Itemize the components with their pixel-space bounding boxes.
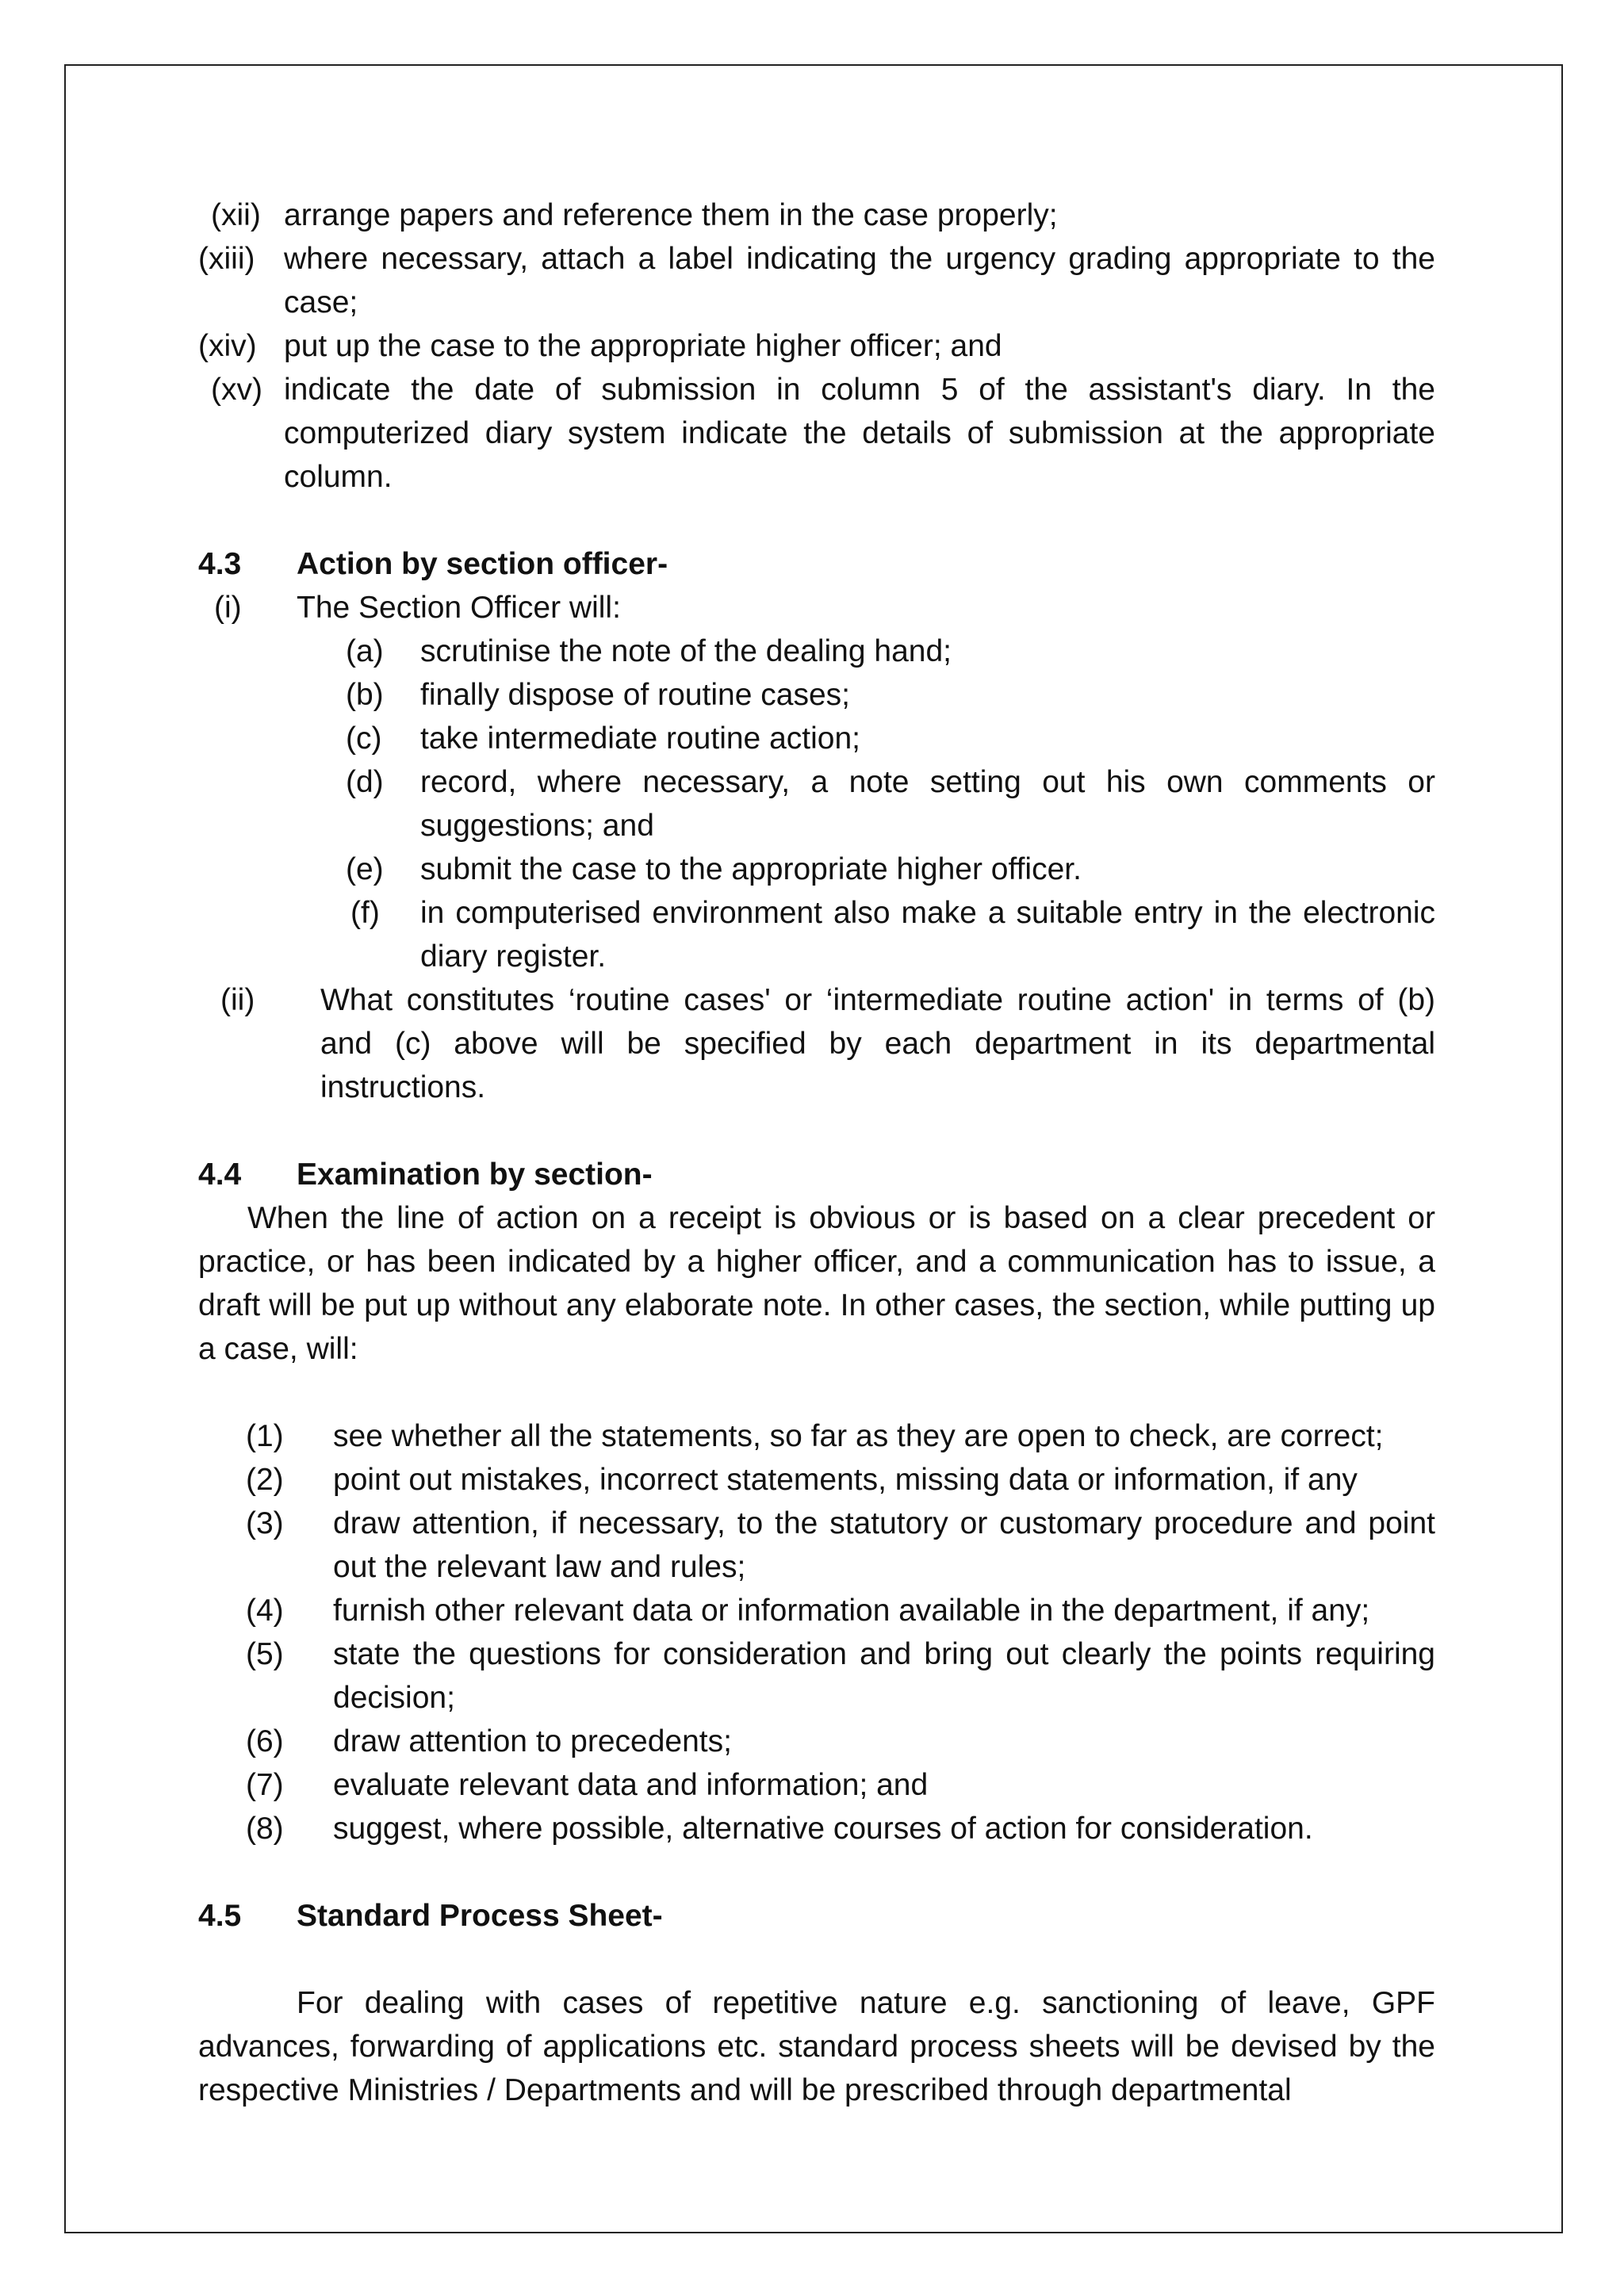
list-item-text: draw attention, if necessary, to the statutory or customary procedure and point out the relevant law and rules; [333, 1506, 1435, 1584]
list-item-label: (8) [246, 1812, 284, 1846]
list-item-text: state the questions for consideration and bring out clearly the points requiring decision; [333, 1637, 1435, 1715]
clause-ii [198, 978, 1435, 1109]
list-item-label: (b) [346, 678, 384, 712]
list-item-label: (2) [246, 1463, 284, 1497]
list-item [246, 1632, 1435, 1720]
list-item-text: furnish other relevant data or information available in the department, if any; [333, 1594, 1370, 1628]
section-title: Standard Process Sheet- [297, 1899, 663, 1933]
section-heading-4-4 [198, 1153, 1435, 1196]
list-item-label: (7) [246, 1768, 284, 1802]
numbered-list [198, 1414, 1435, 1850]
list-item [198, 193, 1435, 237]
list-item [246, 1414, 1435, 1458]
section-heading-4-5 [198, 1894, 1435, 1938]
section-heading-4-3 [198, 542, 1435, 586]
list-item-label: (xiii) [198, 242, 255, 276]
clause-label: (ii) [220, 983, 255, 1017]
list-item-label: (6) [246, 1724, 284, 1758]
list-item [246, 1458, 1435, 1502]
clause-text: What constitutes ‘routine cases' or ‘intermediate routine action' in terms of (b) and (c) above will be specified by each department in its departmental instructions. [320, 983, 1435, 1104]
list-item [198, 237, 1435, 324]
list-item [346, 717, 1435, 760]
list-item-label: (xv) [211, 373, 262, 407]
list-item [246, 1720, 1435, 1763]
list-item [346, 848, 1435, 891]
list-item-text: indicate the date of submission in column 5 of the assistant's diary. In the computerized diary system indicate the details of submission at the appropriate column. [284, 373, 1435, 494]
section-title: Examination by section- [297, 1158, 653, 1192]
list-section-4-2 [198, 193, 1435, 499]
list-item [198, 324, 1435, 368]
list-item-text: in computerised environment also make a suitable entry in the electronic diary register. [420, 896, 1435, 974]
list-item-label: (c) [346, 721, 382, 756]
list-item-text: record, where necessary, a note setting out his own comments or suggestions; and [420, 765, 1435, 843]
section-body: For dealing with cases of repetitive nature e.g. sanctioning of leave, GPF advances, forwarding of applications etc. standard process sheets will be devised by the respective Ministries / Departments and will be prescribed through departmental [198, 1986, 1435, 2107]
section-number: 4.3 [198, 547, 242, 581]
list-item-text: where necessary, attach a label indicating the urgency grading appropriate to the case; [284, 242, 1435, 320]
document-body [198, 193, 1435, 2112]
list-item-label: (4) [246, 1594, 284, 1628]
sub-list-a-f [198, 629, 1435, 978]
section-number: 4.5 [198, 1899, 242, 1933]
clause-i [198, 586, 1435, 629]
list-item-label: (5) [246, 1637, 284, 1671]
list-item-text: suggest, where possible, alternative courses of action for consideration. [333, 1812, 1313, 1846]
list-item-text: scrutinise the note of the dealing hand; [420, 634, 952, 668]
list-item-label: (1) [246, 1419, 284, 1453]
section-title: Action by section officer- [297, 547, 668, 581]
list-item-label: (d) [346, 765, 384, 799]
list-item [246, 1589, 1435, 1632]
list-item [346, 891, 1435, 978]
list-item [346, 760, 1435, 848]
list-item-label: (e) [346, 852, 384, 886]
section-number: 4.4 [198, 1158, 242, 1192]
list-item-label: (xiv) [198, 329, 257, 363]
list-item [246, 1502, 1435, 1589]
list-item-text: submit the case to the appropriate higher officer. [420, 852, 1082, 886]
clause-label: (i) [214, 591, 242, 625]
list-item-label: (f) [350, 896, 380, 930]
list-item-label: (3) [246, 1506, 284, 1540]
list-item [246, 1763, 1435, 1807]
list-item-label: (a) [346, 634, 384, 668]
section-intro: When the line of action on a receipt is obvious or is based on a clear precedent or practice, or has been indicated by a higher officer, and a communication has to issue, a draft will be put up without any elaborate note. In other cases, the section, while putting up a case, will: [198, 1201, 1435, 1366]
list-item [346, 629, 1435, 673]
list-item-text: see whether all the statements, so far as they are open to check, are correct; [333, 1419, 1384, 1453]
list-item-text: arrange papers and reference them in the case properly; [284, 198, 1058, 232]
list-item-text: point out mistakes, incorrect statements, missing data or information, if any [333, 1463, 1358, 1497]
list-item [198, 368, 1435, 499]
list-item-text: draw attention to precedents; [333, 1724, 732, 1758]
list-item-text: evaluate relevant data and information; and [333, 1768, 929, 1802]
list-item [246, 1807, 1435, 1850]
list-item [346, 673, 1435, 717]
list-item-text: take intermediate routine action; [420, 721, 860, 756]
clause-text: The Section Officer will: [297, 591, 621, 625]
list-item-text: finally dispose of routine cases; [420, 678, 850, 712]
list-item-label: (xii) [211, 198, 261, 232]
list-item-text: put up the case to the appropriate higher officer; and [284, 329, 1002, 363]
